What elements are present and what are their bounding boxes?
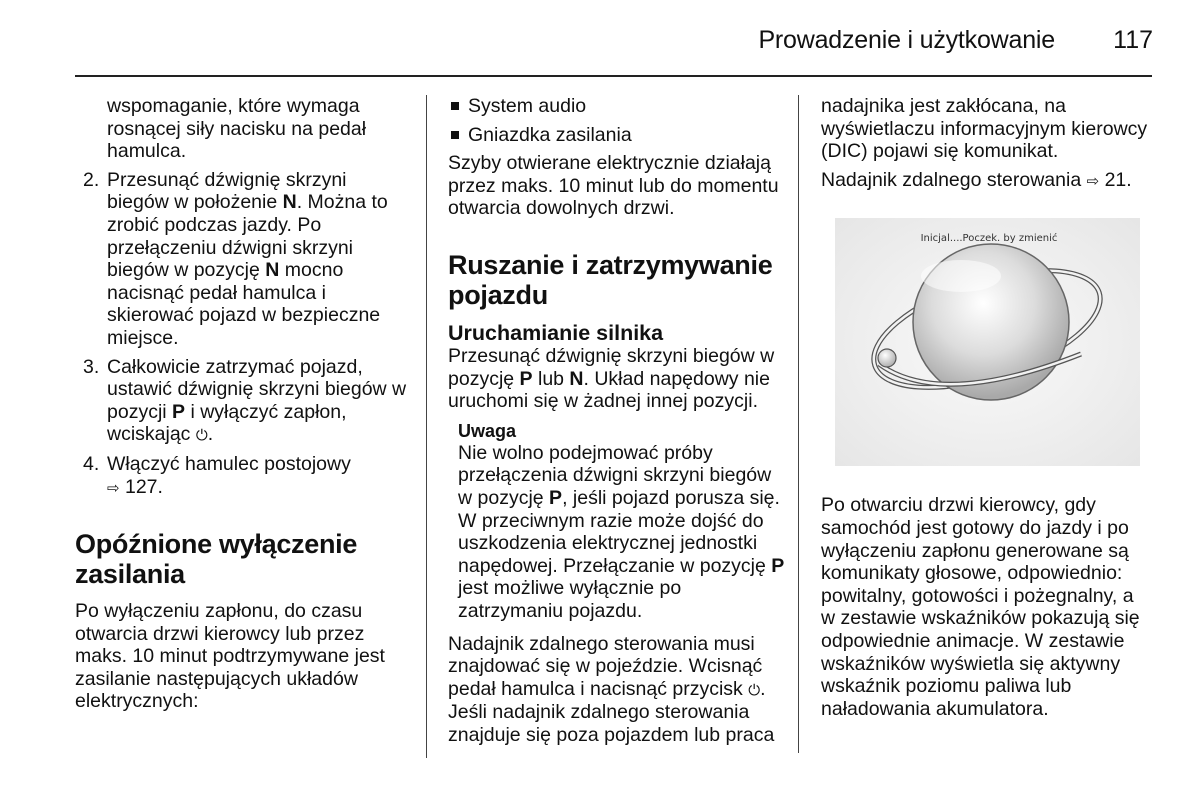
list-number: 3. [83, 355, 100, 378]
list-text: Całkowicie zatrzymać pojazd, ustawić dźwignię skrzyni biegów w pozycji [107, 355, 407, 423]
paragraph [821, 169, 1153, 193]
text: Przesunąć dźwignię skrzyni biegów w pozycję [448, 344, 775, 390]
paragraph [448, 633, 785, 747]
bold-text: P [519, 367, 533, 390]
list-number: 2. [83, 168, 100, 191]
page-reference-link[interactable]: 21. [1099, 168, 1132, 191]
continued-paragraph: wspomaganie, które wymaga rosnącej siły nacisku na pedał hamulca. [107, 95, 367, 163]
bullet-icon [451, 131, 459, 139]
list-text: mocno nacisnąć pedał hamulca i skierować pojazd w bezpieczne miejsce. [107, 259, 381, 349]
page-reference-icon: ⇨ [107, 478, 120, 497]
note-title: Uwaga [458, 420, 517, 441]
bullet-text: System audio [468, 95, 587, 117]
section-heading: Ruszanie i zatrzymywanie pojazdu [448, 249, 773, 310]
column-divider-2 [798, 95, 799, 753]
bold-text: P [549, 486, 563, 509]
display-illustration [821, 204, 1153, 474]
text: Nadajnik zdalnego sterowania musi znajdować się w pojeździe. Wcisnąć pedał hamulca i nacisnąć przycisk [448, 632, 763, 700]
list-number: 4. [83, 452, 100, 475]
power-button-icon: ⏻ [748, 680, 761, 699]
list-item [75, 356, 410, 447]
bullet-item [448, 95, 785, 118]
list-item [75, 453, 410, 499]
caution-note [448, 421, 785, 623]
page-number: 117 [1113, 26, 1153, 54]
bold-text: N [265, 259, 280, 282]
column-left [75, 95, 410, 719]
column-middle [448, 95, 785, 752]
paragraph: Szyby otwierane elektrycznie działają przez maks. 10 minut lub do momentu otwarcia dowolnych drzwi. [448, 152, 779, 220]
paragraph [448, 345, 785, 413]
bold-text: N [282, 191, 297, 214]
display-message: Inicjal....Poczek. by zmienić [920, 233, 1058, 245]
paragraph: nadajnika jest zakłócana, na wyświetlaczu informacyjnym kierowcy (DIC) pojawi się komunikat. [821, 95, 1148, 163]
bullet-item [448, 124, 785, 147]
text: lub [532, 367, 570, 390]
bold-text: P [172, 400, 186, 423]
text: , jeśli pojazd porusza się. W przeciwnym razie może dojść do uszkodzenia elektrycznej jednostki napędowej. Przełączanie w pozycję [458, 486, 780, 577]
power-button-icon: ⏻ [195, 426, 208, 445]
note-text [458, 442, 785, 623]
text: jest możliwe wyłącznie po zatrzymaniu pojazdu. [458, 577, 682, 622]
list-item [75, 169, 410, 350]
bullet-text: Gniazdka zasilania [468, 123, 632, 146]
paragraph: Po otwarciu drzwi kierowcy, gdy samochód jest gotowy do jazdy i po wyłączeniu zapłonu generowane są komunikaty głosowe, odpowiednio: powitalny, gotowości i pożegnalny, a w zestawie wskaźników pokazują się odpowiednie animacje. W zestawie wskaźników wyświetla się aktywny wskaźnik poziomu paliwa lub naładowania akumulatora. [821, 494, 1140, 720]
paragraph: Po wyłączeniu zapłonu, do czasu otwarcia drzwi kierowcy lub przez maks. 10 minut podtrzymywane jest zasilanie następujących układów elektrycznych: [75, 600, 385, 713]
column-right [821, 95, 1153, 726]
list-text: Włączyć hamulec postojowy [107, 452, 351, 475]
page-reference-icon: ⇨ [1086, 171, 1100, 190]
text: Nie wolno podejmować próby przełączenia dźwigni skrzyni biegów w pozycję [458, 441, 772, 509]
text: Nadajnik zdalnego sterowania [821, 168, 1087, 191]
planet-animation-image [821, 204, 1153, 474]
bullet-icon [451, 102, 459, 110]
header-divider [75, 75, 1152, 77]
bold-text: N [569, 367, 584, 390]
section-heading: Opóźnione wyłączenie zasilania [75, 529, 358, 590]
text: . Jeśli nadajnik zdalnego sterowania znajduje się poza pojazdem lub praca [448, 677, 775, 746]
chapter-title: Prowadzenie i użytkowanie [758, 26, 1055, 54]
list-text: . Można to zrobić podczas jazdy. Po przełączeniu dźwigni skrzyni biegów w pozycję [107, 191, 388, 282]
subsection-heading: Uruchamianie silnika [448, 320, 664, 345]
bold-text: P [771, 554, 785, 577]
column-divider-1 [426, 95, 427, 758]
list-text: i wyłączyć zapłon, wciskając [107, 400, 347, 446]
list-text: Przesunąć dźwignię skrzyni biegów w położenie [107, 168, 347, 214]
text: . Układ napędowy nie uruchomi się w żadnej innej pozycji. [448, 367, 770, 413]
list-text: . [207, 423, 214, 446]
page-reference-link[interactable]: 127. [119, 475, 163, 498]
